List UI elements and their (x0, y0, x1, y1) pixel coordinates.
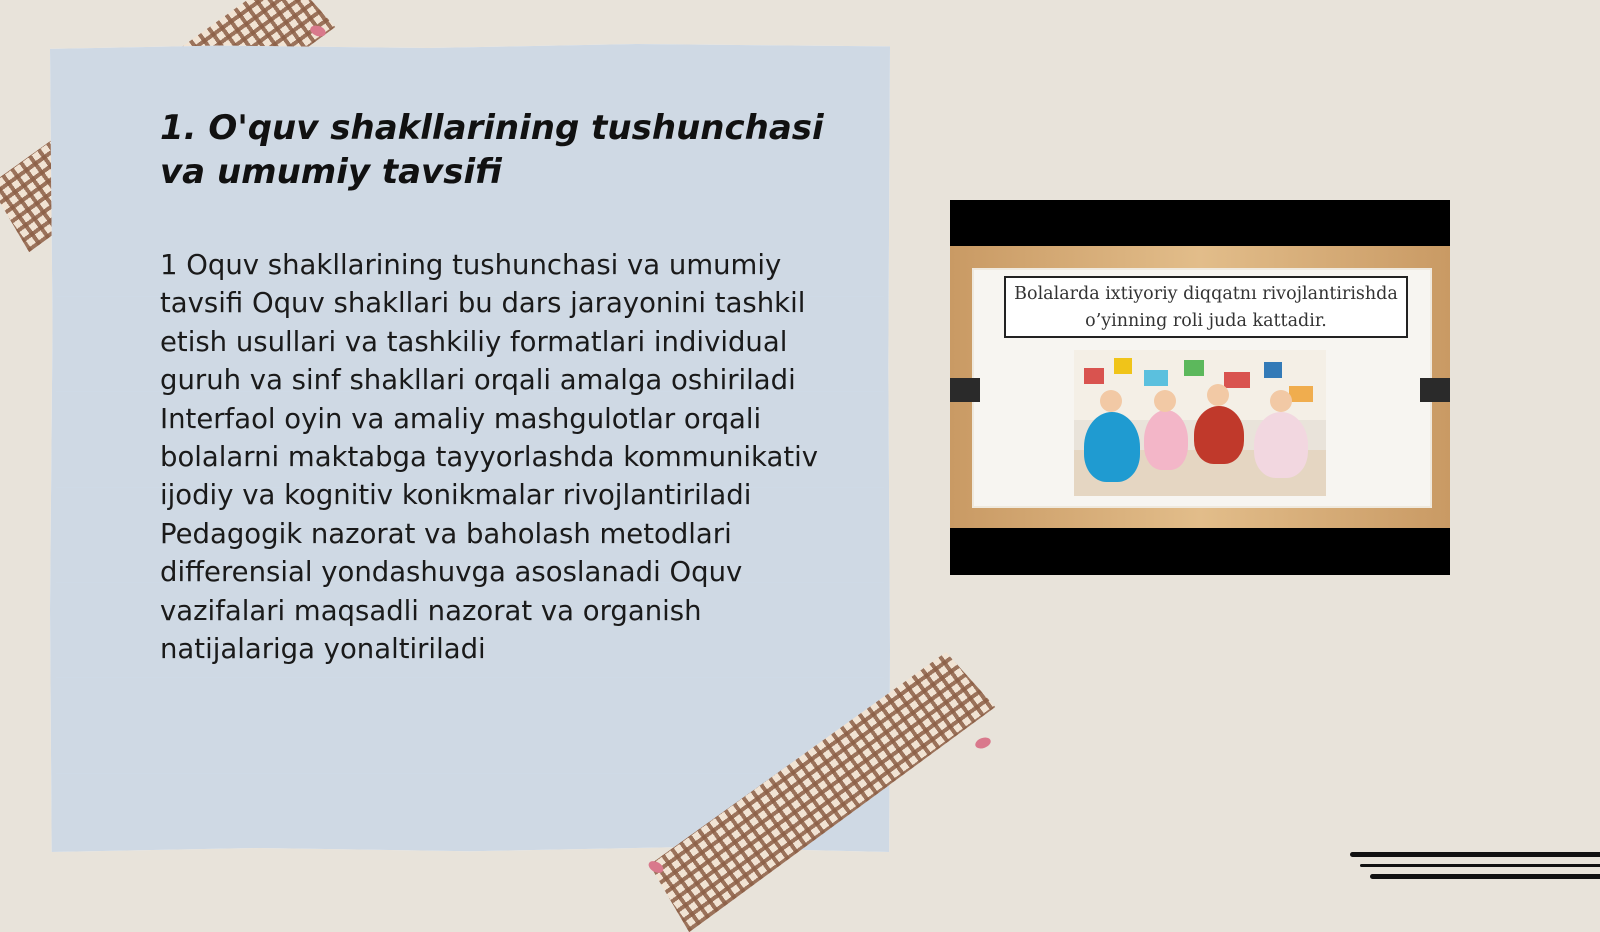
slide-title: 1. O'quv shakllarining tushunchasi va umumiy tavsifi (160, 108, 824, 192)
child-head (1207, 384, 1229, 406)
tape-pin-bottom-right (974, 736, 992, 751)
ruled-line (56, 677, 884, 678)
image-caption-box (1004, 276, 1408, 338)
child-head (1270, 390, 1292, 412)
children-playing-photo (1074, 350, 1326, 496)
toy-block (1224, 372, 1250, 388)
ruled-line (56, 773, 884, 774)
child-figure (1084, 412, 1140, 482)
child-head (1100, 390, 1122, 412)
child-figure (1254, 412, 1308, 478)
decorative-lines (1350, 848, 1600, 888)
frame-clip-right (1420, 378, 1450, 402)
toy-block (1114, 358, 1132, 374)
toy-block (1144, 370, 1168, 386)
toy-block (1264, 362, 1282, 378)
decorative-line (1350, 852, 1600, 857)
frame-clip-left (950, 378, 980, 402)
picture-frame (950, 200, 1450, 575)
child-figure (1144, 410, 1188, 470)
child-figure (1194, 406, 1244, 464)
toy-block (1184, 360, 1204, 376)
image-caption-line-2: o’yinning roli juda kattadir. (1085, 311, 1327, 331)
image-caption-line-1: Bolalarda ixtiyoriy diqqatnı rivojlantirishda (1014, 284, 1398, 304)
decorative-line (1370, 874, 1600, 879)
toy-block (1084, 368, 1104, 384)
picture-frame-border (950, 246, 1450, 528)
embedded-slide (972, 268, 1432, 508)
decorative-line (1360, 864, 1600, 867)
slide-body-text: 1 Oquv shakllarining tushunchasi va umumiy tavsifi Oquv shakllari bu dars jarayonini tashkil etish usullari va tashkiliy formatlari individual guruh va sinf shakllari orqali amalga oshiriladi Interfaol oyin va amaliy mashgulotlar orqali bolalarni maktabga tayyorlashda kommunikativ ijodiy va kognitiv konikmalar rivojlantiriladi Pedagogik nazorat va baholash metodlari differensial yondashuvga asoslanadi Oquv vazifalari maqsadli nazorat va organish natijalariga yonaltiriladi (160, 249, 819, 666)
child-head (1154, 390, 1176, 412)
toy-block (1289, 386, 1313, 402)
